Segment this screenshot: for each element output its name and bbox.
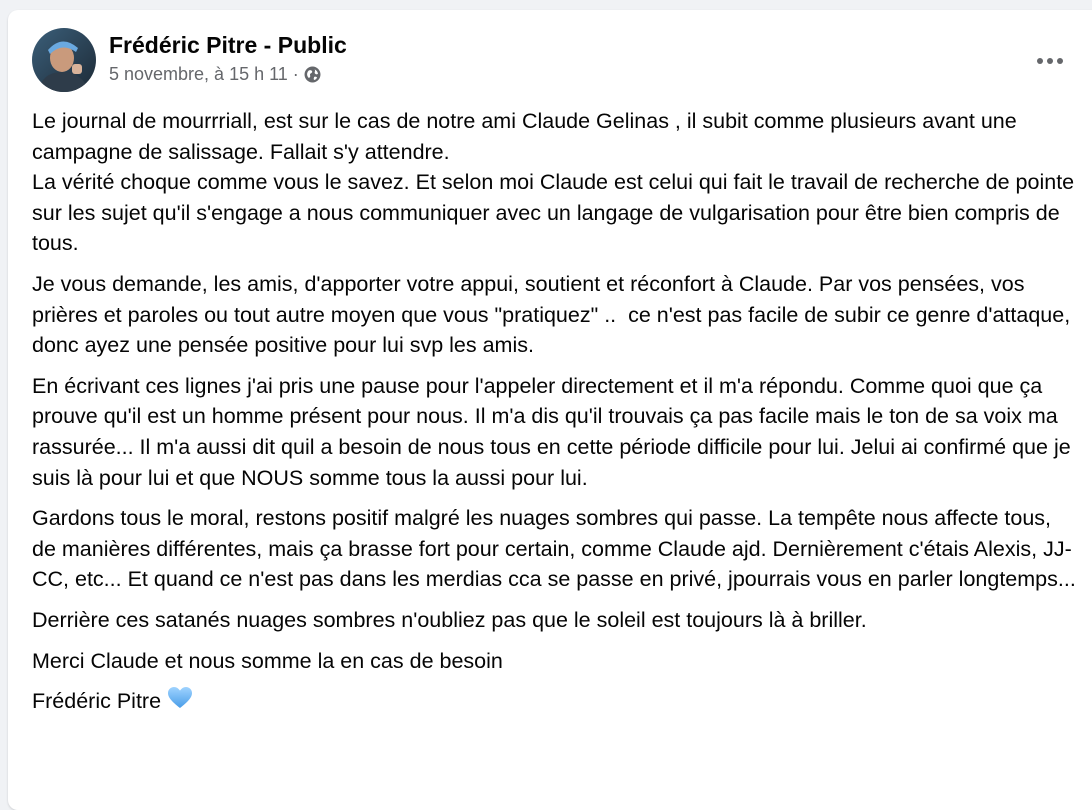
post-paragraph: En écrivant ces lignes j'ai pris une pause pour l'appeler directement et il m'a répondu. Comme quoi que ça prouve qu'il est un homme présent pour nous. Il m'a dis qu'il trouvais ça pas facile mais le ton de sa voix ma rassurée... Il m'a aussi dit quil a besoin de nous tous en cette période difficile pour lui. Jelui ai confirmé que je suis là pour lui et que NOUS somme tous la aussi pour lui. — [32, 373, 1077, 490]
post-paragraph: Gardons tous le moral, restons positif malgré les nuages sombres qui passe. La tempête nous affecte tous, de manières différentes, mais ça brasse fort pour certain, comme Claude ajd. Dernièrement c'étais Alexis, JJ-CC, etc... Et quand ce n'est pas dans les merdias cca se passe en privé, jpourrais vous en parler longtemps... — [32, 506, 1076, 592]
post-paragraph: Derrière ces satanés nuages sombres n'oubliez pas que le soleil est toujours là à briller. — [32, 607, 867, 632]
post-signature: Frédéric Pitre — [32, 689, 162, 714]
post-signature-line — [32, 686, 1077, 719]
post-timestamp[interactable]: 5 novembre, à 15 h 11 — [109, 64, 288, 84]
post-header — [32, 28, 1072, 92]
more-options-button[interactable] — [1028, 46, 1072, 76]
more-options-icon — [1036, 57, 1064, 65]
author-name-link[interactable]: Frédéric Pitre — [109, 32, 258, 58]
post-author-line — [109, 32, 347, 59]
globe-icon[interactable] — [304, 66, 321, 83]
visibility-label: Public — [277, 32, 347, 58]
post-meta — [109, 64, 321, 85]
author-avatar[interactable] — [32, 28, 96, 92]
post-body — [32, 106, 1077, 729]
post-paragraph: Le journal de mourrriall, est sur le cas de notre ami Claude Gelinas , il subit comme plusieurs avant une campagne de salissage. Fallait s'y attendre. La vérité choque comme vous le savez. Et selon moi Claude est celui qui fait le travail de recherche de pointe sur les sujet qu'il s'engage a nous communiquer avec un langage de vulgarisation pour être bien compris de tous. — [32, 109, 1075, 256]
post-paragraph: Merci Claude et nous somme la en cas de besoin — [32, 648, 503, 673]
blue-heart-icon — [167, 686, 193, 719]
post-paragraph: Je vous demande, les amis, d'apporter votre appui, soutient et réconfort à Claude. Par vos pensées, vos prières et paroles ou tout autre moyen que vous "pratiquez" .. ce n'est pas facile de subir ce genre d'attaque, donc ayez une pensée positive pour lui svp les amis. — [32, 271, 1077, 358]
meta-separator: · — [292, 64, 299, 84]
post-card — [8, 10, 1092, 810]
author-separator: - — [257, 32, 278, 58]
avatar-photo-icon — [32, 28, 96, 92]
